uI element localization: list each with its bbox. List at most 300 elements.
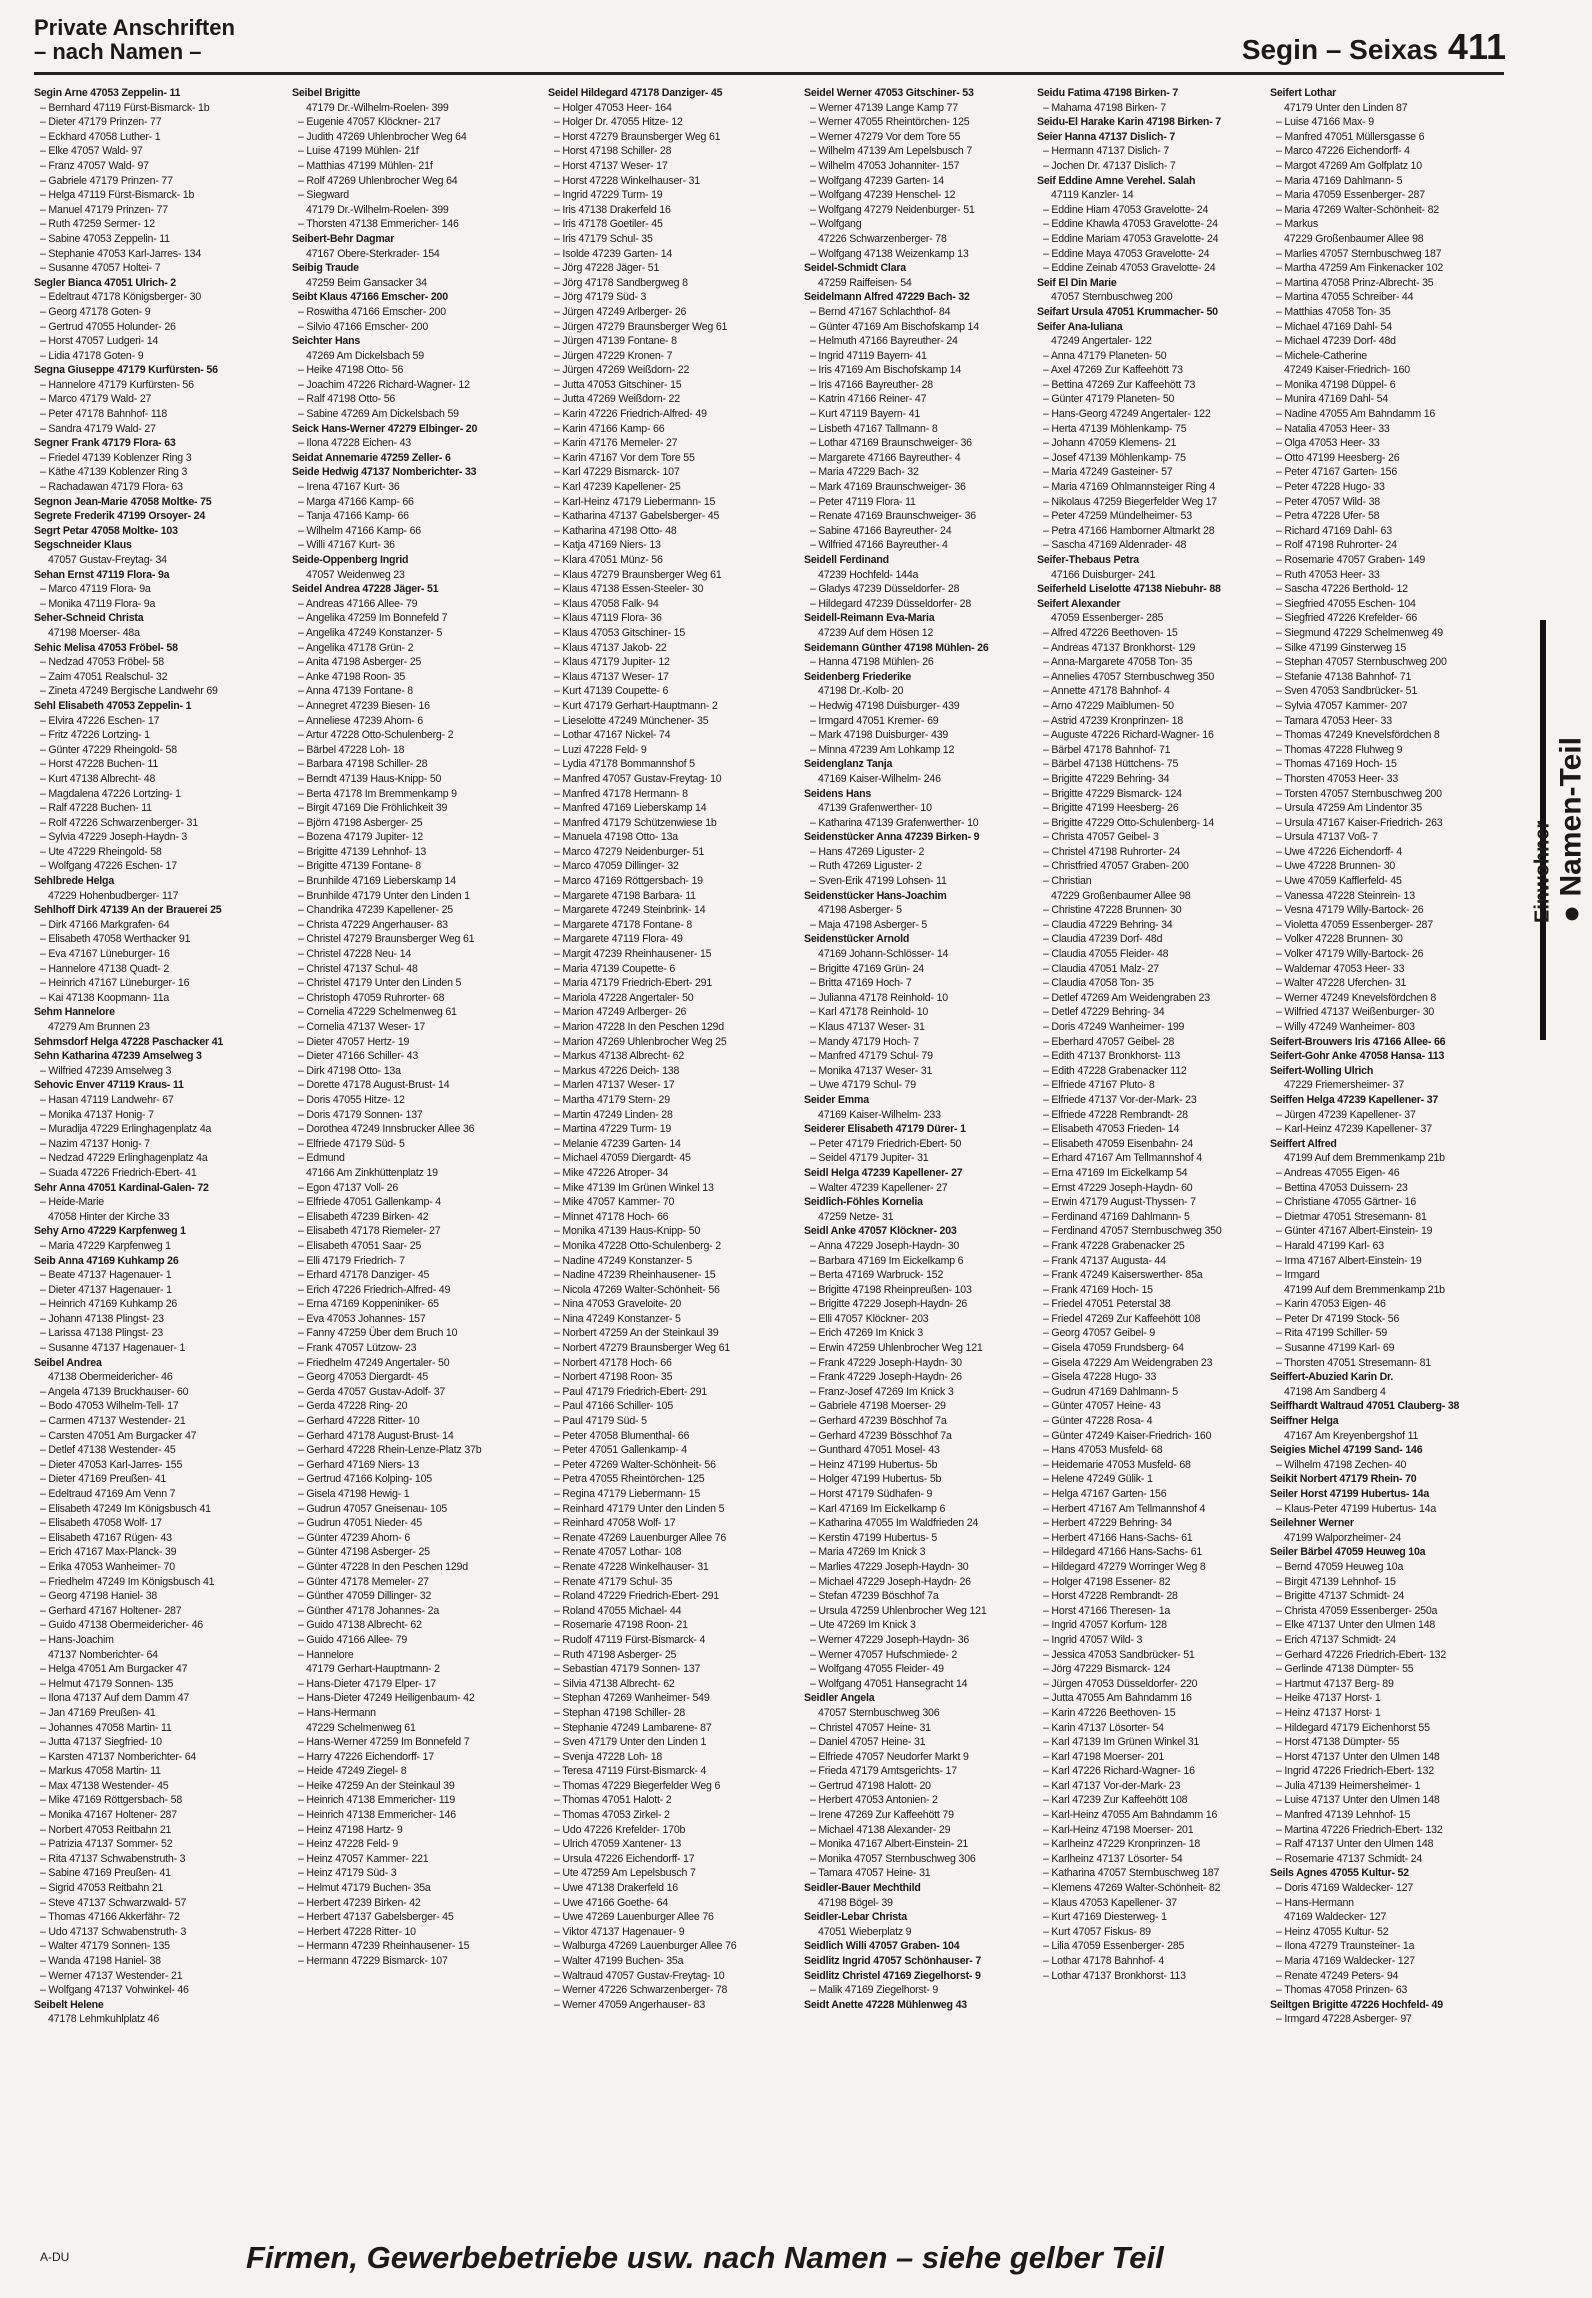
directory-entry: – Ursula 47167 Kaiser-Friedrich- 263 [1276, 816, 1443, 829]
directory-entry: – Horst 47057 Ludgeri- 14 [40, 335, 159, 348]
directory-entry: – Ursula 47259 Am Lindentor 35 [1276, 802, 1422, 815]
directory-entry: – Karl 47139 Im Grünen Winkel 31 [1043, 1736, 1200, 1749]
directory-entry: – Herbert 47167 Am Tellmannshof 4 [1043, 1502, 1206, 1515]
directory-entry: – Detlef 47138 Westender- 45 [40, 1444, 176, 1457]
directory-entry: – Werner 47137 Westender- 21 [40, 1969, 183, 1982]
directory-entry: – Jörg 47179 Süd- 3 [554, 291, 647, 304]
directory-entry: – Ingrid 47226 Friedrich-Ebert- 132 [1276, 1765, 1434, 1778]
directory-entry: Seiler Bärbel 47059 Heuweg 10a [1270, 1546, 1426, 1559]
directory-entry: – Kurt 47119 Bayern- 41 [810, 408, 921, 421]
directory-entry: 47239 Hochfeld- 144a [818, 568, 919, 581]
directory-entry: 47059 Essenberger- 285 [1051, 612, 1164, 625]
directory-entry: – Harald 47199 Karl- 63 [1276, 1239, 1384, 1252]
directory-entry: 47198 Asberger- 5 [818, 904, 902, 917]
directory-entry: Segnon Jean-Marie 47058 Moltke- 75 [34, 495, 212, 508]
directory-entry: Sehy Arno 47229 Karpfenweg 1 [34, 1225, 186, 1238]
directory-entry: – Jürgen 47279 Braunsberger Weg 61 [554, 320, 728, 333]
directory-entry: – Wanda 47198 Haniel- 38 [40, 1955, 161, 1967]
directory-entry: – Monika 47139 Haus-Knipp- 50 [554, 1225, 701, 1238]
directory-entry: – Karl 47198 Moerser- 201 [1043, 1750, 1165, 1763]
directory-entry: – Walter 47199 Buchen- 35a [554, 1955, 684, 1967]
directory-entry: 47119 Kanzler- 14 [1051, 189, 1134, 202]
directory-entry: – Brunhilde 47179 Unter den Linden 1 [298, 889, 470, 902]
directory-entry: – Peter 47058 Blumenthal- 66 [554, 1429, 690, 1442]
directory-entry: – Karl-Heinz 47179 Liebermann- 15 [554, 495, 716, 508]
directory-entry: 47179 Unter den Linden 87 [1284, 101, 1408, 114]
directory-entry: – Ralf 47228 Buchen- 11 [40, 802, 152, 815]
directory-entry: – Maria 47179 Friedrich-Ebert- 291 [554, 977, 713, 990]
directory-entry: – Karl 47137 Vor-der-Mark- 23 [1043, 1779, 1181, 1792]
directory-entry: – Magdalena 47226 Lortzing- 1 [40, 787, 181, 800]
directory-entry: – Marco 47119 Flora- 9a [40, 583, 151, 596]
directory-entry: – Sebastian 47179 Sonnen- 137 [554, 1663, 701, 1676]
directory-entry: – Heinz 47228 Feld- 9 [298, 1838, 399, 1851]
directory-entry: – Arno 47229 Maiblumen- 50 [1043, 699, 1174, 712]
directory-entry: – Nadine 47055 Am Bahndamm 16 [1276, 408, 1436, 421]
directory-entry: – Heide-Marie [40, 1196, 104, 1209]
directory-entry: – Michael 47239 Dorf- 48d [1276, 335, 1396, 348]
directory-entry: – Christel 47279 Braunsberger Weg 61 [298, 933, 475, 946]
page-range [1242, 26, 1506, 68]
name-range: Segin – Seixas [1241, 34, 1438, 65]
directory-entry: – Klaus 47138 Essen-Steeler- 30 [554, 583, 704, 596]
directory-entry: – Berta 47178 Im Bremmenkamp 9 [298, 787, 457, 800]
directory-entry: Seifert-Wolling Ulrich [1270, 1064, 1374, 1077]
directory-entry: – Dorothea 47249 Innsbrucker Allee 36 [298, 1123, 475, 1136]
directory-entry: Seibig Traude [292, 262, 359, 275]
directory-entry: – Tanja 47166 Kamp- 66 [298, 510, 409, 523]
directory-entry: – Martina 47055 Schreiber- 44 [1276, 291, 1414, 304]
directory-entry: – Jürgen 47053 Düsseldorfer- 220 [1043, 1677, 1198, 1690]
directory-entry: – Lothar 47178 Bahnhof- 4 [1043, 1955, 1165, 1967]
directory-entry: – Ute 47229 Rheingold- 58 [40, 845, 162, 858]
directory-entry: – Lothar 47169 Braunschweiger- 36 [810, 437, 972, 450]
directory-entry: – Katharina 47055 Im Waldfrieden 24 [810, 1517, 979, 1530]
directory-entry: – Günther 47178 Johannes- 2a [298, 1604, 440, 1617]
directory-entry: – Larissa 47138 Plingst- 23 [40, 1327, 163, 1340]
directory-entry: 47199 Walporzheimer- 24 [1284, 1531, 1401, 1544]
directory-entry: – Waldemar 47053 Heer- 33 [1276, 962, 1405, 975]
directory-entry: – Matthias 47199 Mühlen- 21f [298, 159, 433, 172]
directory-entry: Seidl Anke 47057 Klöckner- 203 [804, 1225, 957, 1238]
directory-entry: – Bärbel 47228 Loh- 18 [298, 743, 405, 756]
directory-entry: – Renate 47057 Lothar- 108 [554, 1546, 682, 1559]
directory-entry: – Norbert 47178 Hoch- 66 [554, 1356, 672, 1369]
directory-entry: – Claudia 47055 Fleider- 48 [1043, 948, 1169, 961]
directory-entry: – Norbert 47053 Reitbahn 21 [40, 1823, 172, 1836]
directory-entry: – Bernd 47167 Schlachthof- 84 [810, 305, 951, 318]
directory-entry: – Nedzad 47229 Erlinghagenplatz 4a [40, 1152, 208, 1165]
directory-entry: – Ursula 47259 Uhlenbrocher Weg 121 [810, 1604, 987, 1617]
directory-entry: – Hans-Dieter 47179 Elper- 17 [298, 1677, 436, 1690]
directory-entry: – Elisabeth 47239 Birken- 42 [298, 1210, 429, 1223]
directory-entry: – Hans-Dieter 47249 Heiligenbaum- 42 [298, 1692, 475, 1705]
directory-entry: – Heinz 47137 Horst- 1 [1276, 1706, 1381, 1719]
directory-entry: Seidler-Bauer Mechthild [804, 1882, 921, 1895]
directory-entry: – Egon 47137 Voll- 26 [298, 1181, 399, 1194]
directory-entry: – Anke 47198 Roon- 35 [298, 670, 406, 683]
directory-entry: – Dieter 47169 Preußen- 41 [40, 1473, 167, 1486]
directory-entry: – Luise 47137 Unter den Ulmen 148 [1276, 1794, 1440, 1807]
directory-entry: – Dirk 47166 Markgrafen- 64 [40, 918, 170, 931]
directory-entry: – Elvira 47226 Eschen- 17 [40, 714, 160, 727]
directory-entry: – Katharina 47137 Gabelsberger- 45 [554, 510, 720, 523]
directory-entry: Seiffhardt Waltraud 47051 Clauberg- 38 [1270, 1400, 1460, 1413]
directory-entry: Seiffert-Abuzied Karin Dr. [1270, 1371, 1394, 1384]
directory-entry: Seichter Hans [292, 335, 361, 348]
directory-entry: 47057 Sternbuschweg 306 [818, 1706, 940, 1719]
directory-entry: – Katharina 47198 Otto- 48 [554, 524, 677, 537]
directory-entry: – Horst 47137 Unter den Ulmen 148 [1276, 1750, 1440, 1763]
directory-entry: – Ralf 47137 Unter den Ulmen 148 [1276, 1838, 1434, 1851]
directory-entry: – Martina 47058 Prinz-Albrecht- 35 [1276, 276, 1434, 289]
directory-entry: – Bozena 47179 Jupiter- 12 [298, 831, 423, 844]
directory-entry: – Silvio 47166 Emscher- 200 [298, 320, 429, 333]
directory-entry: Seidelmann Alfred 47229 Bach- 32 [804, 291, 970, 304]
directory-entry: – Michael 47138 Alexander- 29 [810, 1823, 951, 1836]
directory-entry: Sehic Melisa 47053 Fröbel- 58 [34, 641, 178, 654]
directory-entry: – Jutta 47053 Gitschiner- 15 [554, 378, 682, 391]
directory-entry: – Hannelore 47138 Quadt- 2 [40, 962, 170, 975]
directory-entry: – Maria 47229 Bach- 32 [810, 466, 919, 479]
directory-entry: – Friedel 47269 Zur Kaffeehött 108 [1043, 1312, 1201, 1325]
directory-entry: – Günter 47229 Rheingold- 58 [40, 743, 177, 756]
directory-entry: – Eugenie 47057 Klöckner- 217 [298, 116, 441, 129]
directory-entry: – Annelies 47057 Sternbuschweg 350 [1043, 670, 1215, 683]
directory-entry: – Marco 47226 Eichendorff- 4 [1276, 145, 1410, 158]
directory-entry: – Annette 47178 Bahnhof- 4 [1043, 685, 1170, 698]
directory-entry: – Julia 47139 Heimersheimer- 1 [1276, 1779, 1421, 1792]
directory-entry: Seifert-Brouwers Iris 47166 Allee- 66 [1270, 1035, 1446, 1048]
directory-entry: – Christian [1043, 875, 1092, 888]
directory-entry: – Beate 47137 Hagenauer- 1 [40, 1269, 172, 1282]
directory-entry: Seidlitz Christel 47169 Ziegelhorst- 9 [804, 1969, 981, 1982]
section-side-tab [1520, 620, 1588, 1040]
directory-entry: – Norbert 47279 Braunsberger Weg 61 [554, 1342, 730, 1355]
directory-entry: – Klara 47051 Münz- 56 [554, 554, 663, 566]
directory-entry: – Christfried 47057 Graben- 200 [1043, 860, 1189, 873]
directory-entry: – Günter 47167 Albert-Einstein- 19 [1276, 1225, 1433, 1238]
directory-entry: Seher-Schneid Christa [34, 612, 144, 625]
directory-entry: – Thomas 47058 Prinzen- 63 [1276, 1984, 1408, 1997]
directory-entry: – Dieter 47057 Hertz- 19 [298, 1035, 410, 1048]
directory-entry: – Dorette 47178 August-Brust- 14 [298, 1079, 450, 1092]
directory-entry: – Eckhard 47058 Luther- 1 [40, 130, 161, 143]
directory-entry: – Frank 47229 Joseph-Haydn- 30 [810, 1356, 962, 1369]
directory-entry: – Detlef 47229 Behring- 34 [1043, 1006, 1165, 1019]
directory-entry: – Helene 47249 Gülik- 1 [1043, 1473, 1153, 1486]
directory-entry: – Ruth 47053 Heer- 33 [1276, 568, 1380, 581]
directory-entry: Seidenstücker Hans-Joachim [804, 889, 947, 902]
directory-entry: – Gisela 47059 Frundsberg- 64 [1043, 1342, 1184, 1355]
directory-entry: – Friedhelm 47249 Angertaler- 50 [298, 1356, 450, 1369]
directory-entry: – Friedel 47139 Koblenzer Ring 3 [40, 451, 192, 464]
directory-entry: – Holger 47053 Heer- 164 [554, 101, 672, 114]
directory-entry: 47057 Weidenweg 23 [306, 568, 405, 581]
directory-entry: – Wilfried 47137 Weißenburger- 30 [1276, 1006, 1435, 1019]
directory-entry: – Angela 47139 Bruckhauser- 60 [40, 1385, 189, 1398]
directory-entry: – Michael 47229 Joseph-Haydn- 26 [810, 1575, 971, 1588]
directory-entry: – Horst 47228 Winkelhauser- 31 [554, 174, 700, 187]
directory-entry: – Gerhard 47167 Holtener- 287 [40, 1604, 182, 1617]
directory-entry: 47167 Obere-Sterkrader- 154 [306, 247, 440, 260]
directory-entry: – Ilona 47137 Auf dem Damm 47 [40, 1692, 190, 1705]
directory-entry: 47279 Am Brunnen 23 [48, 1021, 150, 1033]
directory-entry: 47139 Grafenwerther- 10 [818, 802, 932, 815]
directory-entry: 47239 Auf dem Hösen 12 [818, 626, 934, 639]
directory-entry: – Bernd 47059 Heuweg 10a [1276, 1560, 1404, 1573]
directory-entry: – Werner 47139 Lange Kamp 77 [810, 101, 958, 114]
directory-entry: – Marlies 47057 Sternbuschweg 187 [1276, 247, 1442, 260]
directory-entry: – Christel 47137 Schul- 48 [298, 962, 418, 975]
directory-entry: – Ilona 47279 Traunsteiner- 1a [1276, 1940, 1415, 1953]
directory-entry: – Torsten 47057 Sternbuschweg 200 [1276, 787, 1442, 800]
directory-entry: – Georg 47053 Diergardt- 45 [298, 1371, 429, 1384]
directory-entry: – Elke 47137 Unter den Ulmen 148 [1276, 1619, 1436, 1632]
directory-entry: – Gudrun 47051 Nieder- 45 [298, 1517, 422, 1530]
directory-entry: Sehan Ernst 47119 Flora- 9a [34, 568, 170, 581]
directory-entry: – Klaus 47053 Kapellener- 37 [1043, 1896, 1177, 1909]
directory-entry: Seidel Werner 47053 Gitschiner- 53 [804, 87, 974, 99]
directory-entry: – Monika 47119 Flora- 9a [40, 597, 156, 610]
directory-entry: – Fanny 47259 Über dem Bruch 10 [298, 1327, 458, 1340]
directory-entry: – Iris 47166 Bayreuther- 28 [810, 378, 933, 391]
directory-entry: – Rita 47137 Schwabenstruth- 3 [40, 1852, 186, 1865]
directory-entry: – Suada 47226 Friedrich-Ebert- 41 [40, 1166, 197, 1179]
directory-entry: 47137 Nomberichter- 64 [48, 1648, 158, 1661]
directory-entry: – Doris 47169 Waldecker- 127 [1276, 1882, 1414, 1895]
directory-entry: – Marco 47179 Wald- 27 [40, 393, 152, 406]
directory-entry: – Walburga 47269 Lauenburger Allee 76 [554, 1940, 737, 1953]
directory-entry: – Irma 47167 Albert-Einstein- 19 [1276, 1254, 1422, 1267]
directory-entry: – Rosemarie 47057 Graben- 149 [1276, 554, 1426, 566]
directory-entry: – Elke 47057 Wald- 97 [40, 145, 143, 158]
side-tab-line1: Einwohner [1531, 820, 1554, 923]
directory-entry: – Wolfgang 47138 Weizenkamp 13 [810, 247, 969, 260]
directory-entry: – Thomas 47053 Zirkel- 2 [554, 1809, 670, 1822]
directory-entry: – Christa 47057 Geibel- 3 [1043, 831, 1159, 844]
directory-entry: 47138 Obermeidericher- 46 [48, 1371, 173, 1384]
directory-entry: – Elfriede 47167 Pluto- 8 [1043, 1079, 1155, 1092]
directory-entry: – Herbert 47239 Birken- 42 [298, 1896, 421, 1909]
directory-entry: – Gabriele 47198 Moerser- 29 [810, 1400, 946, 1413]
directory-entry: 47229 Schelmenweg 61 [306, 1721, 416, 1734]
directory-entry: – Karl-Heinz 47055 Am Bahndamm 16 [1043, 1809, 1218, 1822]
directory-entry: 47198 Moerser- 48a [48, 626, 140, 639]
directory-entry: – Dirk 47198 Otto- 13a [298, 1064, 401, 1077]
directory-entry: – Erhard 47178 Danziger- 45 [298, 1269, 430, 1282]
directory-entry: 47229 Großenbaumer Allee 98 [1284, 232, 1424, 245]
directory-entry: – Regina 47179 Liebermann- 15 [554, 1488, 701, 1500]
directory-entry: Seibel Brigitte [292, 87, 361, 99]
directory-entry: – Katharina 47139 Grafenwerther- 10 [810, 816, 979, 829]
directory-entry: – Manfred 47057 Gustav-Freytag- 10 [554, 772, 722, 785]
directory-entry: – Tamara 47057 Heine- 31 [810, 1867, 931, 1880]
directory-entry: Sehm Hannelore [34, 1006, 115, 1019]
directory-entry: – Birgit 47169 Die Fröhlichkeit 39 [298, 802, 448, 815]
directory-entry: – Dietmar 47051 Stresemann- 81 [1276, 1210, 1427, 1223]
directory-entry: – Gladys 47239 Düsseldorfer- 28 [810, 583, 960, 596]
directory-entry: – Harry 47226 Eichendorff- 17 [298, 1750, 434, 1763]
directory-entry: – Walter 47179 Sonnen- 135 [40, 1940, 170, 1953]
directory-entry: – Muradija 47229 Erlinghagenplatz 4a [40, 1123, 212, 1136]
directory-entry: – Klaus 47137 Weser- 17 [554, 670, 669, 683]
directory-entry: 47259 Beim Gansacker 34 [306, 276, 427, 289]
directory-entry: 47167 Am Kreyenbergshof 11 [1284, 1429, 1419, 1442]
directory-entry: – Gerda 47228 Ring- 20 [298, 1400, 408, 1413]
directory-entry: – Christiane 47055 Gärtner- 16 [1276, 1196, 1417, 1209]
directory-entry: Seidlich-Föhles Kornelia [804, 1196, 923, 1209]
directory-entry: – Gerhard 47169 Niers- 13 [298, 1458, 420, 1471]
directory-entry: Sehlbrede Helga [34, 875, 115, 888]
directory-entry: – Susanne 47137 Hagenauer- 1 [40, 1342, 186, 1355]
directory-entry: – Thomas 47229 Biegerfelder Weg 6 [554, 1779, 721, 1792]
directory-entry: – Günther 47059 Dillinger- 32 [298, 1590, 432, 1603]
directory-entry: – Sandra 47179 Wald- 27 [40, 422, 156, 435]
directory-entry: – Hildegard 47166 Hans-Sachs- 61 [1043, 1546, 1203, 1559]
directory-entry: – Anna 47139 Fontane- 8 [298, 685, 413, 698]
directory-entry: – Andreas 47137 Bronkhorst- 129 [1043, 641, 1196, 654]
directory-entry: – Friedhelm 47249 Im Königsbusch 41 [40, 1575, 215, 1588]
directory-entry: Seifer-Thebaus Petra [1037, 554, 1139, 566]
directory-entry: – Gisela 47228 Hugo- 33 [1043, 1371, 1157, 1384]
directory-entry: – Brigitte 47139 Lehnhof- 13 [298, 845, 427, 858]
directory-entry: Seidell-Reimann Eva-Maria [804, 612, 935, 625]
directory-entry: – Brigitte 47229 Joseph-Haydn- 26 [810, 1298, 968, 1311]
directory-entry: 47057 Sternbuschweg 200 [1051, 291, 1173, 304]
directory-entry: – Stephanie 47249 Lambarene- 87 [554, 1721, 712, 1734]
directory-entry: – Brigitte 47199 Heesberg- 26 [1043, 802, 1179, 815]
directory-entry: – Helmut 47179 Sonnen- 135 [40, 1677, 174, 1690]
directory-entry: – Michele-Catherine [1276, 349, 1368, 362]
directory-entry: – Gerhard 47239 Bösschhof 7a [810, 1429, 952, 1442]
directory-entry: – Paul 47179 Süd- 5 [554, 1415, 647, 1428]
directory-entry: – Renate 47249 Peters- 94 [1276, 1969, 1399, 1982]
directory-entry: – Stephanie 47053 Karl-Jarres- 134 [40, 247, 202, 260]
directory-entry: – Edeltraut 47178 Königsberger- 30 [40, 291, 202, 304]
directory-entry: – Dieter 47137 Hagenauer- 1 [40, 1283, 172, 1296]
directory-entry: – Petra 47055 Rheintörchen- 125 [554, 1473, 705, 1486]
directory-entry: – Monika 47167 Holtener- 287 [40, 1809, 177, 1822]
directory-entry: – Guido 47138 Obermeidericher- 46 [40, 1619, 203, 1632]
directory-entry: – Erich 47167 Max-Planck- 39 [40, 1546, 177, 1559]
directory-entry: 47169 Johann-Schlösser- 14 [818, 948, 949, 961]
directory-entry: – Willy 47249 Wanheimer- 803 [1276, 1021, 1415, 1033]
directory-entry: – Wilhelm 47198 Zechen- 40 [1276, 1458, 1407, 1471]
directory-entry: – Ferdinand 47169 Dahlmann- 5 [1043, 1210, 1190, 1223]
directory-entry: Segrt Petar 47058 Moltke- 103 [34, 524, 178, 537]
directory-entry: – Josef 47139 Möhlenkamp- 75 [1043, 451, 1186, 464]
directory-entry: – Anna-Margarete 47058 Ton- 35 [1043, 656, 1193, 669]
directory-entry: – Peter 47269 Walter-Schönheit- 56 [554, 1458, 716, 1471]
directory-entry: – Artur 47228 Otto-Schulenberg- 2 [298, 729, 454, 742]
directory-entry: Seidlich Willi 47057 Graben- 104 [804, 1940, 960, 1953]
directory-entry: – Gudrun 47169 Dahlmann- 5 [1043, 1385, 1178, 1398]
page-number: 411 [1447, 26, 1506, 67]
section-title-line2: – nach Namen – [34, 39, 202, 64]
directory-entry: Seif El Din Marie [1037, 276, 1117, 289]
directory-entry: – Jürgen 47239 Kapellener- 37 [1276, 1108, 1416, 1121]
directory-entry: 47229 Großenbaumer Allee 98 [1051, 889, 1191, 902]
directory-entry: Sehn Katharina 47239 Amselweg 3 [34, 1050, 202, 1063]
directory-entry: Seidu-El Harake Karin 47198 Birken- 7 [1037, 116, 1221, 129]
directory-entry: – Ingrid 47229 Turm- 19 [554, 189, 663, 202]
directory-entry: – Monika 47137 Weser- 31 [810, 1064, 933, 1077]
directory-entry: Seidel-Schmidt Clara [804, 262, 906, 275]
directory-entry: – Käthe 47139 Koblenzer Ring 3 [40, 466, 188, 479]
directory-entry: – Brunhilde 47169 Lieberskamp 14 [298, 875, 456, 888]
directory-entry: – Gisela 47198 Hewig- 1 [298, 1488, 410, 1500]
directory-entry: – Melanie 47239 Garten- 14 [554, 1137, 681, 1150]
directory-entry: – Jürgen 47229 Kronen- 7 [554, 349, 673, 362]
directory-entry: – Dieter 47179 Prinzen- 77 [40, 116, 162, 129]
directory-entry: – Sabine 47169 Preußen- 41 [40, 1867, 171, 1880]
directory-entry: – Heidemarie 47053 Musfeld- 68 [1043, 1458, 1191, 1471]
directory-entry: – Wolfgang 47226 Eschen- 17 [40, 860, 177, 873]
directory-entry: – Günter 47228 Rosa- 4 [1043, 1415, 1153, 1428]
directory-entry: – Dieter 47166 Schiller- 43 [298, 1050, 419, 1063]
directory-entry: – Hannelore 47179 Kurfürsten- 56 [40, 378, 194, 391]
directory-entry: – Karl 47178 Reinhold- 10 [810, 1006, 929, 1019]
directory-entry: – Stephan 47057 Sternbuschweg 200 [1276, 656, 1447, 669]
directory-entry: – Siegward [298, 189, 349, 202]
directory-entry: – Svenja 47228 Loh- 18 [554, 1750, 663, 1763]
directory-entry: – Georg 47178 Goten- 9 [40, 305, 151, 318]
directory-entry: – Claudia 47239 Dorf- 48d [1043, 933, 1163, 946]
directory-entry: – Astrid 47239 Kronprinzen- 18 [1043, 714, 1184, 727]
directory-entry: – Gunthard 47051 Mosel- 43 [810, 1444, 940, 1457]
directory-entry: – Kurt 47057 Fiskus- 89 [1043, 1925, 1151, 1938]
directory-entry: Seidell Ferdinand [804, 554, 889, 566]
directory-entry: – Brigitte 47139 Fontane- 8 [298, 860, 421, 873]
directory-entry: – Klaus 47119 Flora- 36 [554, 612, 662, 625]
directory-entry: – Hans-Joachim [40, 1633, 114, 1646]
directory-entry: – Horst 47228 Rembrandt- 28 [1043, 1590, 1178, 1603]
directory-entry: – Hanna 47198 Mühlen- 26 [810, 656, 934, 669]
directory-entry: – Wilhelm 47139 Am Lepelsbusch 7 [810, 145, 973, 158]
directory-entry: 47058 Hinter der Kirche 33 [48, 1210, 170, 1223]
directory-entry: – Monika 47198 Düppel- 6 [1276, 378, 1396, 391]
section-title-line1: Private Anschriften [34, 15, 235, 40]
directory-entry: – Werner 47279 Vor dem Tore 55 [810, 130, 961, 143]
directory-entry: – Eddine Zeinab 47053 Gravelotte- 24 [1043, 262, 1216, 275]
directory-entry: – Gerlinde 47138 Dümpter- 55 [1276, 1663, 1414, 1676]
directory-entry: – Uwe 47269 Lauenburger Allee 76 [554, 1911, 714, 1924]
directory-entry: – Horst 47279 Braunsberger Weg 61 [554, 130, 721, 143]
directory-entry: – Ute 47269 Im Knick 3 [810, 1619, 916, 1632]
directory-entry: – Thomas 47166 Akkerfähr- 72 [40, 1911, 180, 1924]
directory-entry: – Marlies 47229 Joseph-Haydn- 30 [810, 1560, 969, 1573]
directory-entry: – Edmund [298, 1152, 345, 1165]
directory-entry: – Patrizia 47137 Sommer- 52 [40, 1838, 173, 1851]
directory-entry: – Thomas 47249 Knevelsfördchen 8 [1276, 729, 1440, 742]
directory-entry: – Sigrid 47053 Reitbahn 21 [40, 1882, 164, 1895]
directory-entry: – Marco 47279 Neidenburger- 51 [554, 845, 705, 858]
directory-entry: – Doris 47179 Sonnen- 137 [298, 1108, 423, 1121]
directory-entry: – Wolfgang 47055 Fleider- 49 [810, 1663, 944, 1676]
directory-entry: – Marion 47249 Arlberger- 26 [554, 1006, 687, 1019]
directory-entry: – Sascha 47169 Aldenrader- 48 [1043, 539, 1187, 552]
directory-entry: Segna Giuseppe 47179 Kurfürsten- 56 [34, 364, 218, 377]
directory-entry: – Maria 47229 Karpfenweg 1 [40, 1239, 171, 1252]
directory-entry: – Erhard 47167 Am Tellmannshof 4 [1043, 1152, 1202, 1165]
directory-entry: – Herbert 47228 Ritter- 10 [298, 1925, 416, 1938]
directory-entry: – Brigitte 47198 Rheinpreußen- 103 [810, 1283, 972, 1296]
directory-entry: – Frank 47057 Lützow- 23 [298, 1342, 417, 1355]
directory-entry: – Peter 47178 Bahnhof- 118 [40, 408, 168, 421]
directory-entry: – Sylvia 47229 Joseph-Haydn- 3 [40, 831, 188, 844]
directory-entry: – Olga 47053 Heer- 33 [1276, 437, 1380, 450]
